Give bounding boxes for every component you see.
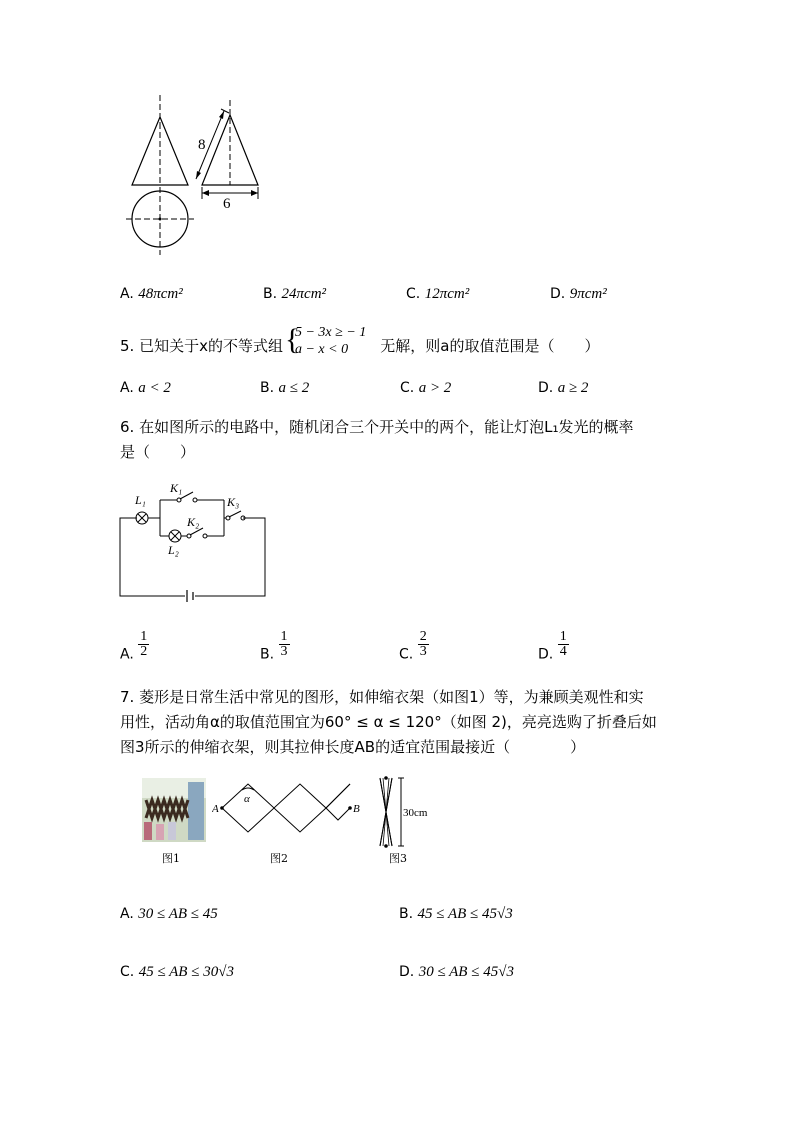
q4-option-b[interactable]: B. 24πcm² xyxy=(263,286,327,302)
fig2-caption: 图2 xyxy=(270,852,288,865)
q7-line-3: 图3所示的伸缩衣架，则其拉伸长度AB的适宜范围最接近（ ） xyxy=(120,738,586,756)
length-label: 30cm xyxy=(403,807,428,819)
fig1-caption: 图1 xyxy=(162,852,180,865)
base-label: 6 xyxy=(223,196,231,212)
q4-option-d[interactable]: D. 9πcm² xyxy=(550,286,607,302)
q7-option-a[interactable]: A. 30 ≤ AB ≤ 45 xyxy=(120,906,218,922)
q6-line-2: 是（ ） xyxy=(120,443,196,461)
label-l1: L₁ xyxy=(135,493,146,507)
label-l2: L₂ xyxy=(168,543,179,557)
q7-option-b[interactable]: B. 45 ≤ AB ≤ 45√3 xyxy=(399,906,513,922)
q5-option-c[interactable]: C. a > 2 xyxy=(400,380,452,396)
cone-three-view-figure xyxy=(120,95,270,265)
slant-label: 8 xyxy=(198,137,206,153)
q4-option-a[interactable]: A. 48πcm² xyxy=(120,286,183,302)
alpha-label: α xyxy=(244,793,250,805)
circuit-diagram xyxy=(115,478,275,608)
rhombus-chain-figure xyxy=(212,780,362,834)
fig3-caption: 图3 xyxy=(389,852,407,865)
q7-option-d[interactable]: D. 30 ≤ AB ≤ 45√3 xyxy=(399,964,514,980)
q6-option-b[interactable]: B. $\frac{1}{3}$ xyxy=(260,629,288,663)
point-b-label: B xyxy=(353,803,360,815)
q7-line-2: 用性，活动角α的取值范围宜为60° ≤ α ≤ 120°（如图 2)，亮亮选购了折叠后如 xyxy=(120,713,657,731)
q5-option-a[interactable]: A. a < 2 xyxy=(120,380,171,396)
q7-line-1: 7. 菱形是日常生活中常见的图形，如伸缩衣架（如图1）等，为兼顾美观性和实 xyxy=(120,688,644,706)
rack-photo xyxy=(142,778,206,842)
q5-prefix: 5. 已知关于x的不等式组 xyxy=(120,337,283,355)
inequality-system: { 5 − 3x ≥ − 1 a − x < 0 xyxy=(289,324,366,358)
q7-option-c[interactable]: C. 45 ≤ AB ≤ 30√3 xyxy=(120,964,234,980)
q5-option-b[interactable]: B. a ≤ 2 xyxy=(260,380,310,396)
q5-option-d[interactable]: D. a ≥ 2 xyxy=(538,380,589,396)
q4-options xyxy=(120,286,680,306)
label-k2: K₂ xyxy=(187,515,200,529)
q6-option-a[interactable]: A. $\frac{1}{2}$ xyxy=(120,629,148,663)
q6-option-d[interactable]: D. $\frac{1}{4}$ xyxy=(538,629,567,663)
folded-rack-figure xyxy=(372,776,442,848)
point-a-label: A xyxy=(212,803,219,815)
label-k3: K₃ xyxy=(227,495,240,509)
label-k1: K₁ xyxy=(170,481,183,495)
q5-suffix: 无解，则a的取值范围是（ ） xyxy=(380,337,600,355)
q5-stem xyxy=(120,326,599,366)
q5-options xyxy=(120,380,680,400)
q6-option-c[interactable]: C. $\frac{2}{3}$ xyxy=(399,629,427,663)
q6-options xyxy=(120,630,680,664)
q4-option-c[interactable]: C. 12πcm² xyxy=(406,286,470,302)
q6-line-1: 6. 在如图所示的电路中，随机闭合三个开关中的两个，能让灯泡L₁发光的概率 xyxy=(120,418,634,436)
